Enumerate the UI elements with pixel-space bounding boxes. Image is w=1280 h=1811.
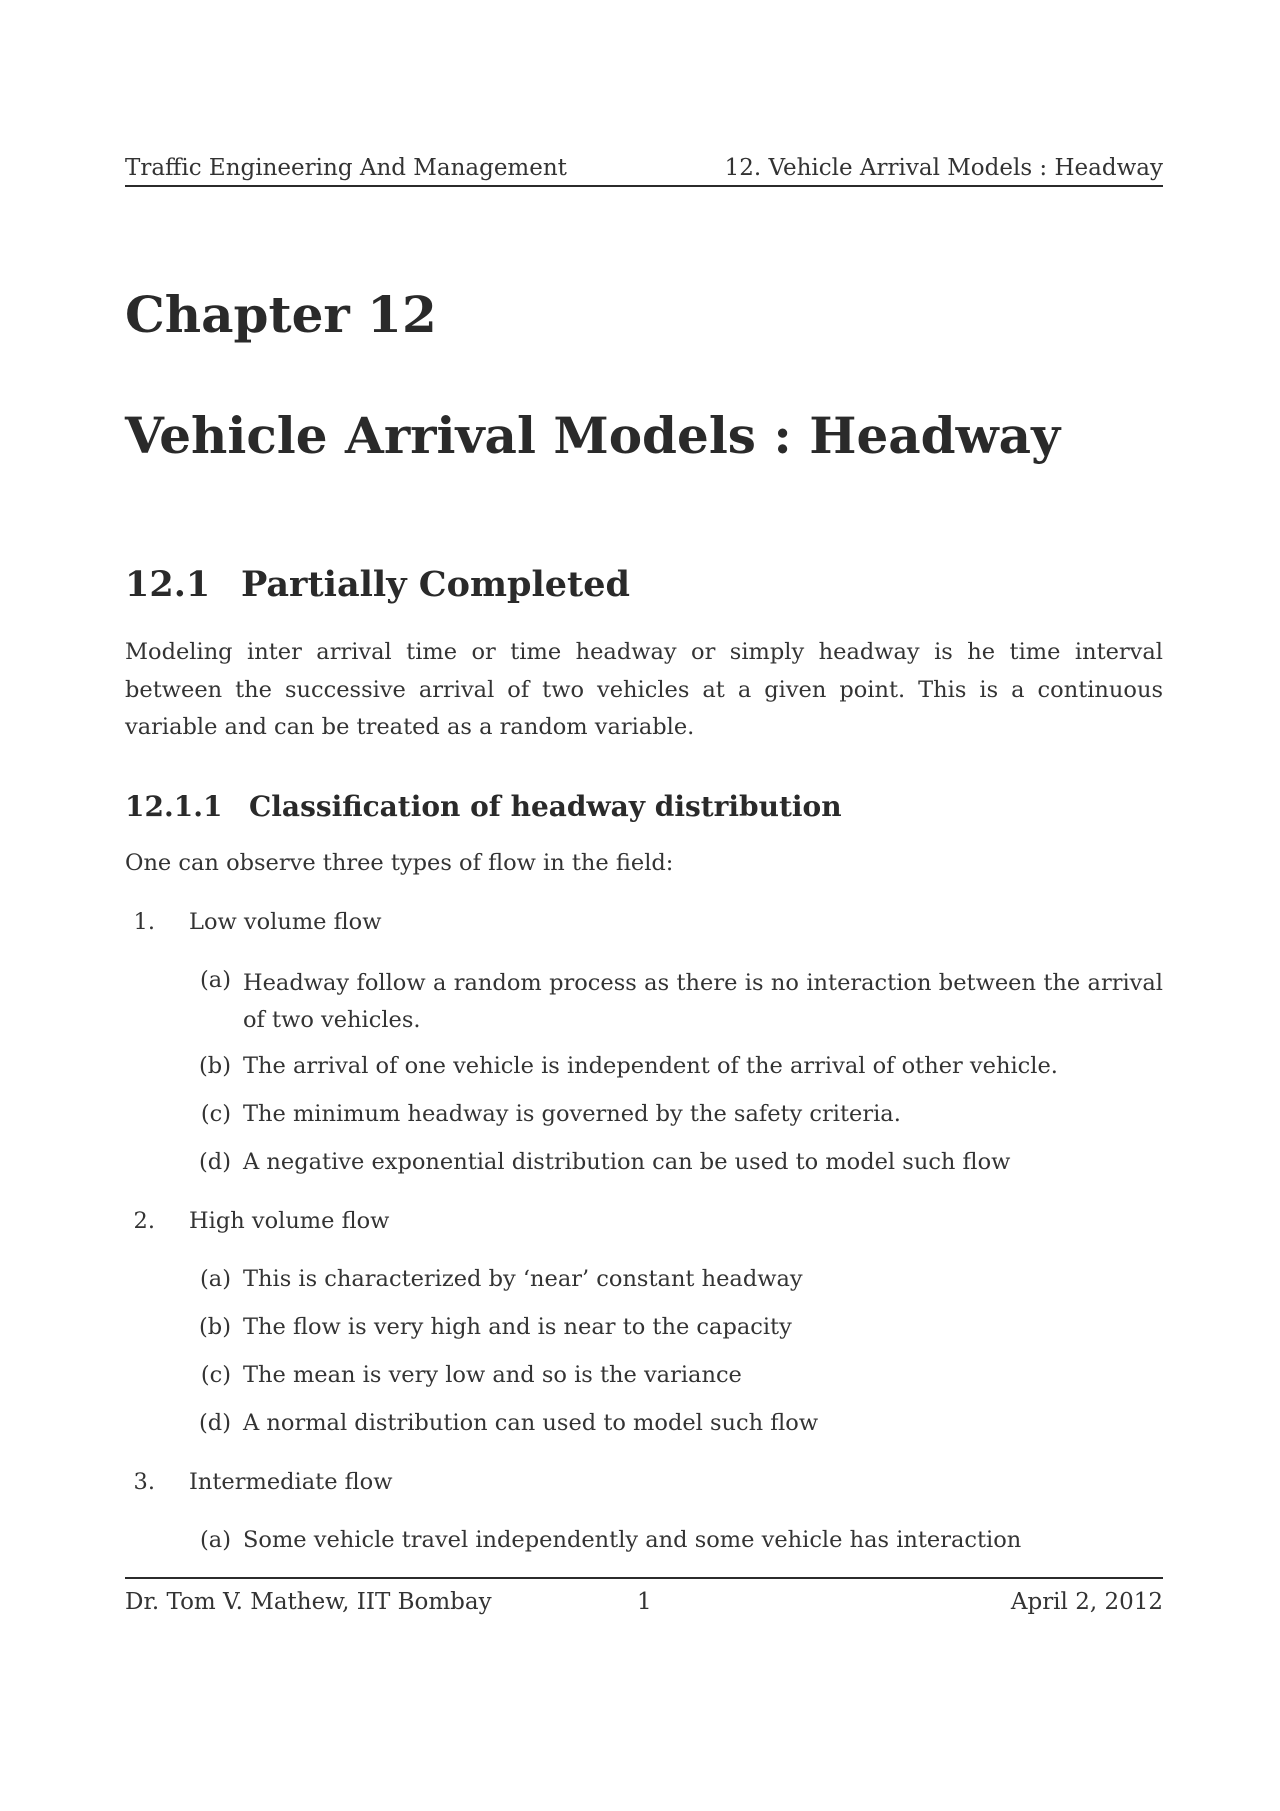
header-book-title: Traffic Engineering And Management — [125, 155, 567, 181]
sub-list-item-label: (c) — [200, 1101, 231, 1127]
section-title: Partially Completed — [241, 564, 630, 605]
sub-list-item-label: (a) — [200, 967, 231, 993]
list-item-number: 2. — [133, 1208, 155, 1234]
section-number: 12.1 — [125, 564, 211, 605]
chapter-number: Chapter 12 — [125, 285, 437, 344]
footer-rule — [125, 1577, 1163, 1579]
sub-list-item-label: (d) — [199, 1149, 231, 1175]
footer-date: April 2, 2012 — [1010, 1589, 1163, 1615]
chapter-title: Vehicle Arrival Models : Headway — [125, 406, 1061, 465]
header-rule — [125, 185, 1163, 187]
subsection-heading — [125, 789, 842, 825]
list-item-title: High volume flow — [189, 1208, 390, 1234]
subsection-number: 12.1.1 — [125, 790, 223, 823]
header-chapter-title: 12. Vehicle Arrival Models : Headway — [724, 155, 1163, 181]
sub-list-item-label: (b) — [199, 1314, 231, 1340]
sub-list-item-text: The flow is very high and is near to the capacity — [243, 1314, 792, 1340]
sub-list-item-text: The minimum headway is governed by the safety criteria. — [243, 1101, 901, 1127]
list-item-number: 1. — [133, 909, 155, 935]
sub-list-item-label: (b) — [199, 1053, 231, 1079]
footer-author: Dr. Tom V. Mathew, IIT Bombay — [125, 1589, 492, 1615]
sub-list-item-text: A negative exponential distribution can be used to model such flow — [243, 1149, 1011, 1175]
sub-list-item-text: The arrival of one vehicle is independent of the arrival of other vehicle. — [243, 1053, 1058, 1079]
sub-list-item-text: This is characterized by ‘near’ constant headway — [243, 1266, 803, 1292]
subsection-intro: One can observe three types of flow in the field: — [125, 850, 674, 876]
sub-list-item-text: A normal distribution can used to model such flow — [243, 1410, 819, 1436]
sub-list-item-label: (c) — [200, 1362, 231, 1388]
document-page — [125, 0, 1163, 1811]
sub-list-item-label: (a) — [200, 1266, 231, 1292]
sub-list-item-text: Some vehicle travel independently and some vehicle has interaction — [243, 1527, 1022, 1553]
list-item-number: 3. — [133, 1469, 155, 1495]
subsection-title: Classification of headway distribution — [249, 790, 842, 823]
section-heading — [125, 563, 630, 607]
sub-list-item-text: The mean is very low and so is the variance — [243, 1362, 742, 1388]
page-number: 1 — [637, 1589, 652, 1615]
section-paragraph: Modeling inter arrival time or time headway or simply headway is he time interval between the successive arrival of two vehicles at a given point. This is a continuous variable and can be treated as a random variable. — [125, 639, 1163, 740]
running-header — [125, 153, 1163, 183]
sub-list-item — [125, 965, 1163, 1035]
running-footer — [125, 1587, 1163, 1617]
list-item-title: Low volume flow — [189, 909, 382, 935]
list-item-title: Intermediate flow — [189, 1469, 393, 1495]
sub-list-item-label: (d) — [199, 1410, 231, 1436]
sub-list-item-text: Headway follow a random process as there is no interaction between the arrival of two vehicles. — [243, 970, 1163, 1033]
sub-list-item-label: (a) — [200, 1527, 231, 1553]
